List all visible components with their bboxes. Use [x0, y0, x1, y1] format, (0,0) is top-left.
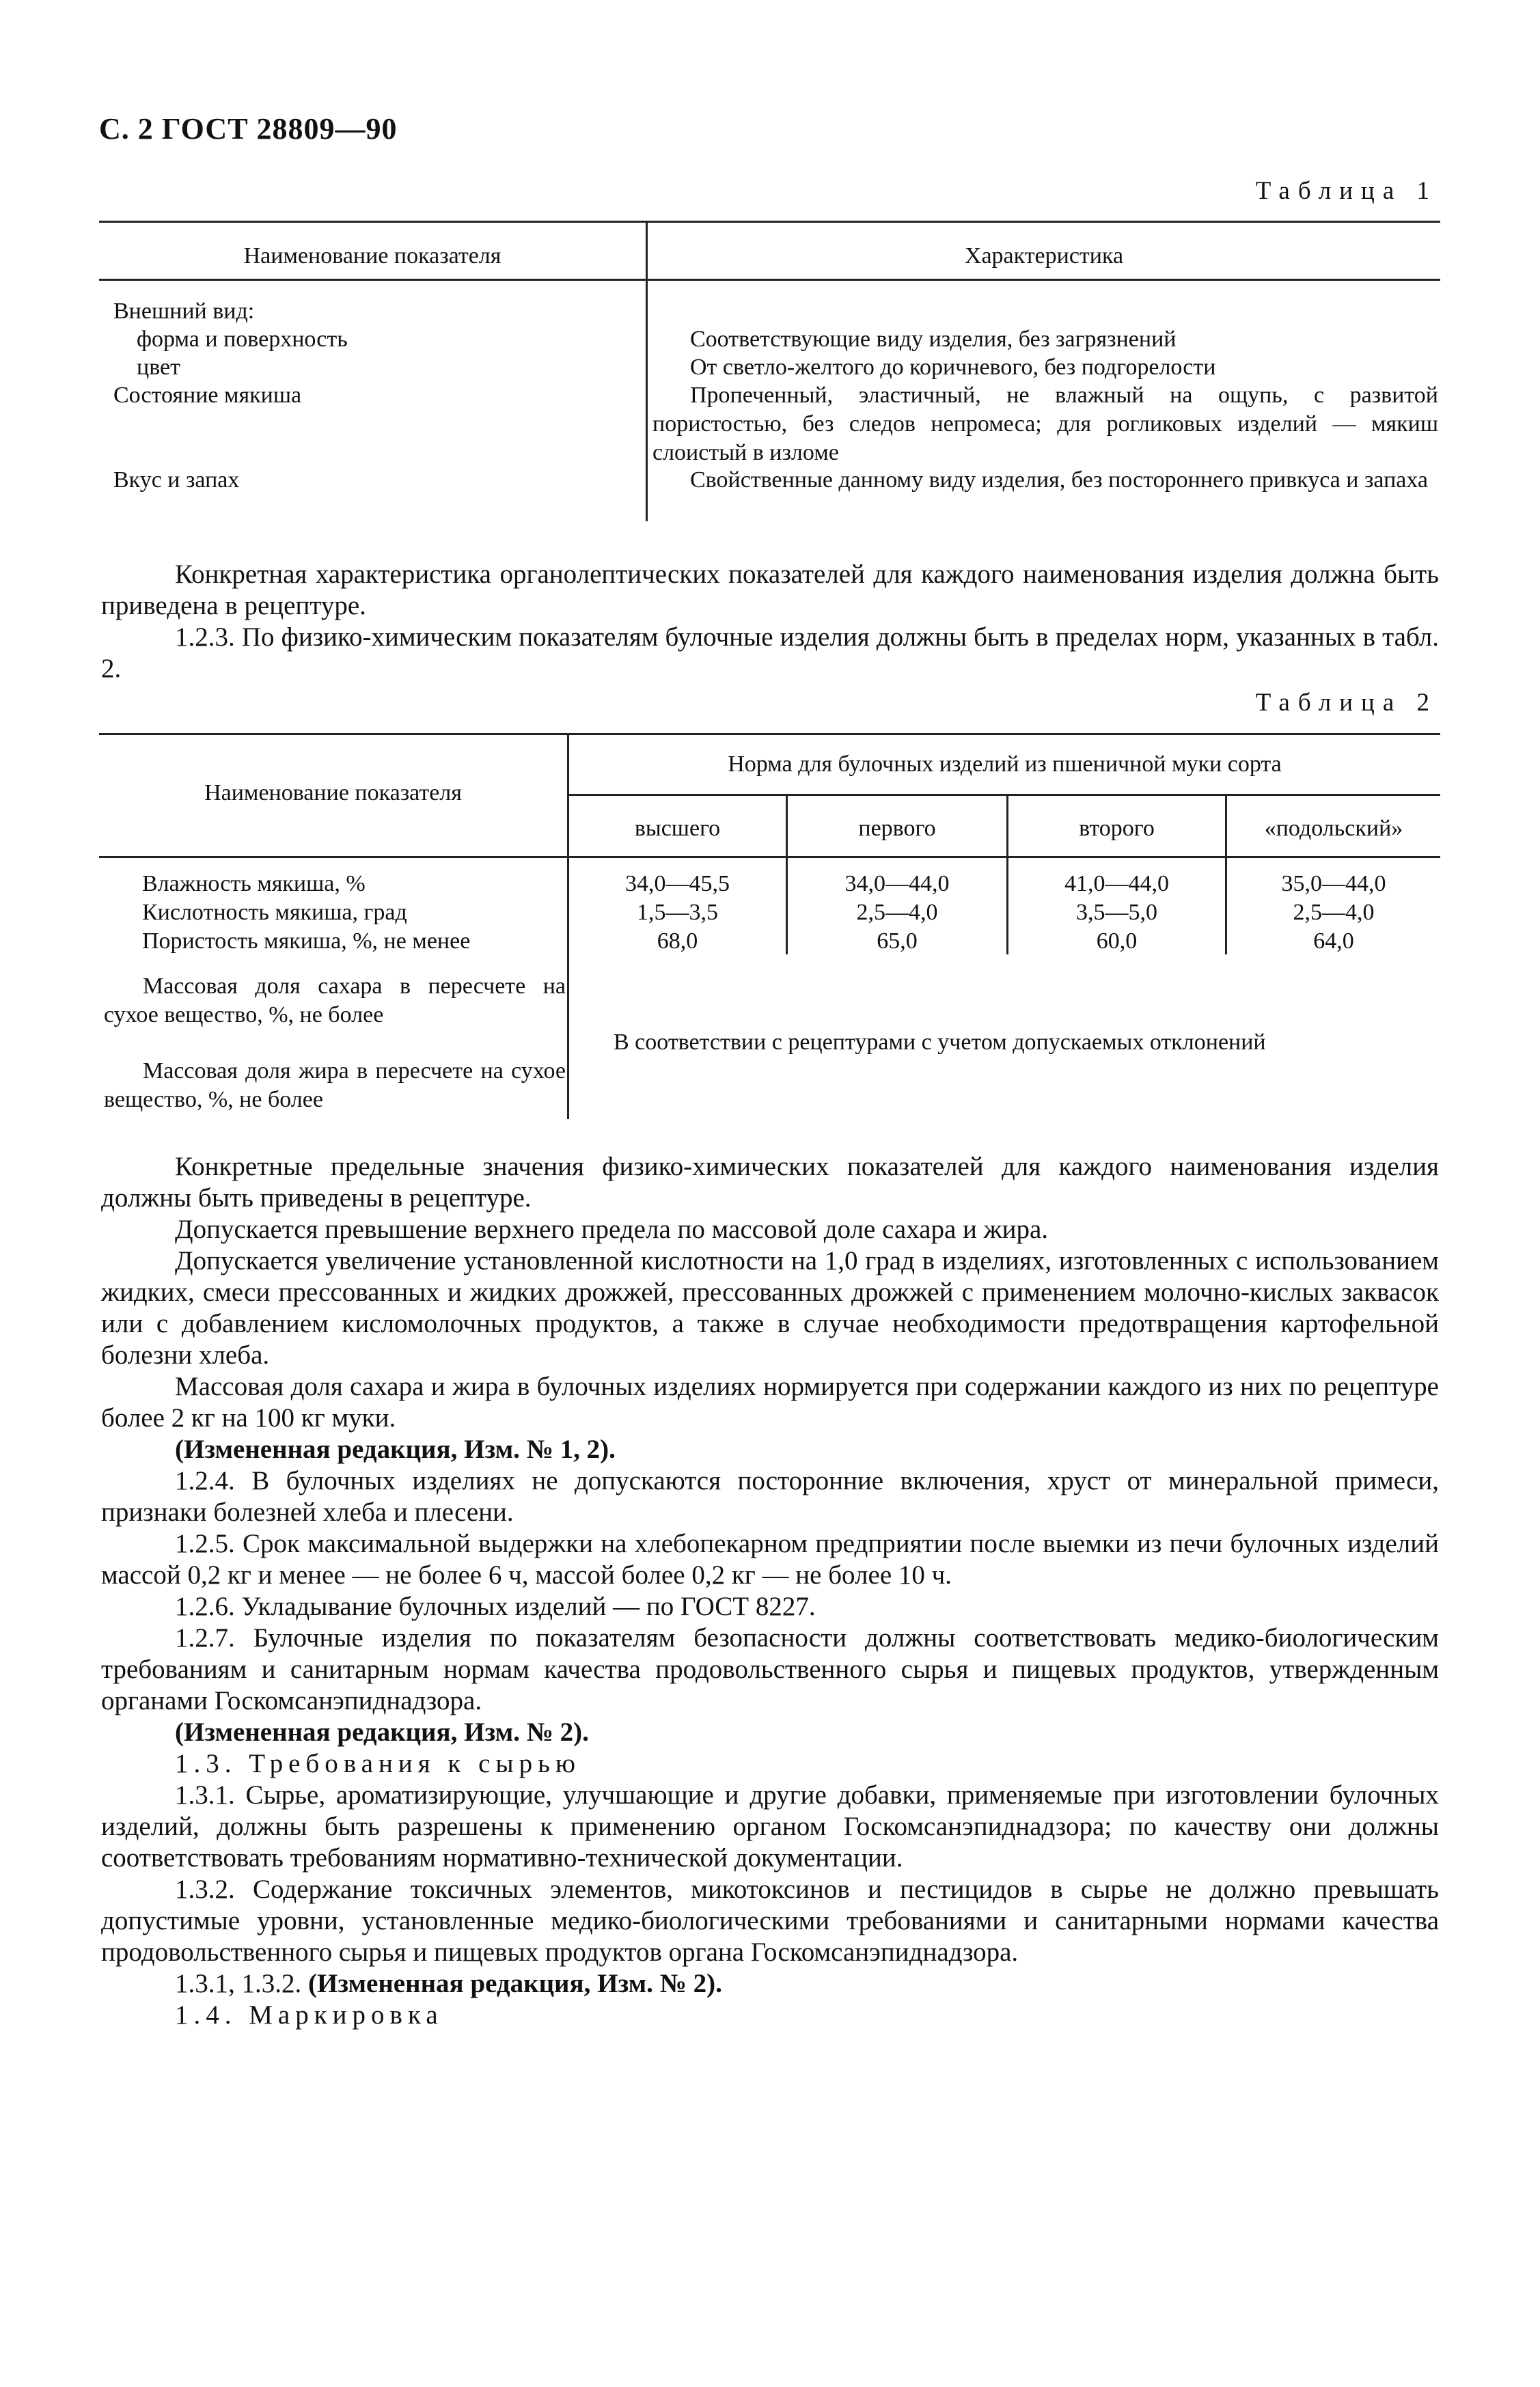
table1-row-value: Свойственные данному виду изделия, без постороннего привкуса и запаха: [690, 467, 1428, 493]
table2-grade-header: второго: [1079, 816, 1155, 841]
section-heading: 1.3. Требования к сырью: [175, 1749, 581, 1778]
amendment-note: (Измененная редакция, Изм. № 1, 2).: [175, 1435, 616, 1464]
table2-top-rule: [99, 733, 1440, 735]
paragraph: 1.2.6. Укладывание булочных изделий — по ГОСТ 8227.: [175, 1592, 816, 1621]
table2-value: 68,0: [657, 928, 698, 954]
page-header: С. 2 ГОСТ 28809—90: [99, 112, 398, 146]
paragraph: 1.2.3. По физико-химическим показателям булочные изделия должны быть в пределах норм, указанных в табл. 2.: [101, 622, 1439, 683]
paragraph: 1.2.5. Срок максимальной выдержки на хлебопекарном предприятии после выемки из печи булочных изделий массой 0,2 кг и менее — не более 6 ч, массой более 0,2 кг — не более 10 ч.: [101, 1529, 1439, 1590]
section-heading: 1.4. Маркировка: [175, 2000, 443, 2030]
table2-header-name: Наименование показателя: [204, 780, 462, 805]
table2-value: 65,0: [877, 928, 918, 954]
table2-row-name: Влажность мякиша, %: [142, 871, 366, 896]
table2-value: 2,5—4,0: [1293, 900, 1375, 925]
table1-caption: Таблица 1: [1255, 177, 1438, 205]
text-block-1: [101, 559, 1439, 685]
table1-row-value: Соответствующие виду изделия, без загрязнений: [690, 327, 1177, 352]
table1-header-name: Наименование показателя: [243, 243, 501, 268]
table2-group-rule: [567, 794, 1440, 796]
table2-row-name-merged: Массовая доля жира в пересчете на сухое вещество, %, не более: [104, 1058, 566, 1112]
table2-value: 34,0—44,0: [844, 871, 950, 896]
table2-grade-header: «подольский»: [1264, 816, 1403, 841]
paragraph: 1.2.7. Булочные изделия по показателям безопасности должны соответствовать медико-биологическим требованиям и санитарным нормам качества продовольственного сырья и пищевых продуктов, утвержденным органами Госкомсанэпиднадзора.: [101, 1623, 1439, 1715]
table1-top-rule: [99, 221, 1440, 223]
table1-row-value: От светло-желтого до коричневого, без подгорелости: [690, 355, 1216, 380]
table2-grade-header: первого: [858, 816, 936, 841]
table1-row-name: форма и поверхность: [137, 327, 348, 352]
table2-caption: Таблица 2: [1255, 689, 1438, 717]
table1-row-name: Состояние мякиша: [113, 383, 302, 408]
amendment-line: [101, 1968, 1439, 2000]
table2-value: 34,0—45,5: [625, 871, 730, 896]
table1-row-name: цвет: [137, 355, 180, 380]
table2-value: 35,0—44,0: [1281, 871, 1386, 896]
amendment-note: (Измененная редакция, Изм. № 2).: [308, 1969, 722, 1998]
table1-row-name: Внешний вид:: [113, 299, 255, 324]
table2-header-rule: [99, 856, 1440, 858]
paragraph: 1.3.2. Содержание токсичных элементов, микотоксинов и пестицидов в сырье не должно превышать допустимые уровни, установленные медико-биологическими требованиями и санитарными нормами качества продовольственного сырья и пищевых продуктов органа Госкомсанэпиднадзора.: [101, 1875, 1439, 1967]
table2-row-name: Пористость мякиша, %, не менее: [142, 928, 471, 954]
table2-value: 60,0: [1096, 928, 1138, 954]
table1-header-rule: [99, 279, 1440, 281]
table2-header-group: Норма для булочных изделий из пшеничной муки сорта: [728, 751, 1282, 777]
table2-merged-value: В соответствии с рецептурами с учетом допускаемых отклонений: [614, 1030, 1266, 1055]
paragraph: Допускается увеличение установленной кислотности на 1,0 град в изделиях, изготовленных с использованием жидких, смеси прессованных и жидких дрожжей, прессованных дрожжей с применением молочно-кислых заквасок или с добавлением кисломолочных продуктов, а также в случае необходимости предотвращения картофельной болезни хлеба.: [101, 1246, 1439, 1370]
amendment-ref: 1.3.1, 1.3.2.: [175, 1969, 302, 1998]
table2-value: 3,5—5,0: [1076, 900, 1157, 925]
table1-header-characteristic: Характеристика: [964, 243, 1124, 268]
table2-row-name: Кислотность мякиша, град: [142, 900, 407, 925]
paragraph: 1.2.4. В булочных изделиях не допускаются посторонние включения, хруст от минеральной примеси, признаки болезней хлеба и плесени.: [101, 1466, 1439, 1527]
table2-value: 2,5—4,0: [856, 900, 938, 925]
paragraph: Конкретные предельные значения физико-химических показателей для каждого наименования изделия должны быть приведены в рецептуре.: [101, 1152, 1439, 1213]
table2-value: 41,0—44,0: [1064, 871, 1169, 896]
table2-value: 1,5—3,5: [637, 900, 718, 925]
table1-row-name: Вкус и запах: [113, 467, 240, 493]
paragraph: Конкретная характеристика органолептических показателей для каждого наименования изделия должна быть приведена в рецептуре.: [101, 560, 1439, 620]
table2-value: 64,0: [1313, 928, 1354, 954]
paragraph: Допускается превышение верхнего предела по массовой доле сахара и жира.: [175, 1215, 1049, 1244]
amendment-note: (Измененная редакция, Изм. № 2).: [175, 1717, 589, 1747]
paragraph: 1.3.1. Сырье, ароматизирующие, улучшающие и другие добавки, применяемые при изготовлении булочных изделий, должны быть разрешены к применению органом Госкомсанэпиднадзора; по качеству они должны соответствовать требованиям нормативно-технической документации.: [101, 1780, 1439, 1873]
paragraph: Массовая доля сахара и жира в булочных изделиях нормируется при содержании каждого из них по рецептуре более 2 кг на 100 кг муки.: [101, 1372, 1439, 1433]
table2-grade-header: высшего: [634, 816, 721, 841]
table2-row-name-merged: Массовая доля сахара в пересчете на сухое вещество, %, не более: [104, 974, 566, 1027]
table1-row-value: Пропеченный, эластичный, не влажный на ощупь, с развитой пористостью, без следов непромеса; для рогликовых изделий — мякиш слоистый в изломе: [652, 383, 1438, 465]
text-block-2: [101, 1151, 1439, 2031]
